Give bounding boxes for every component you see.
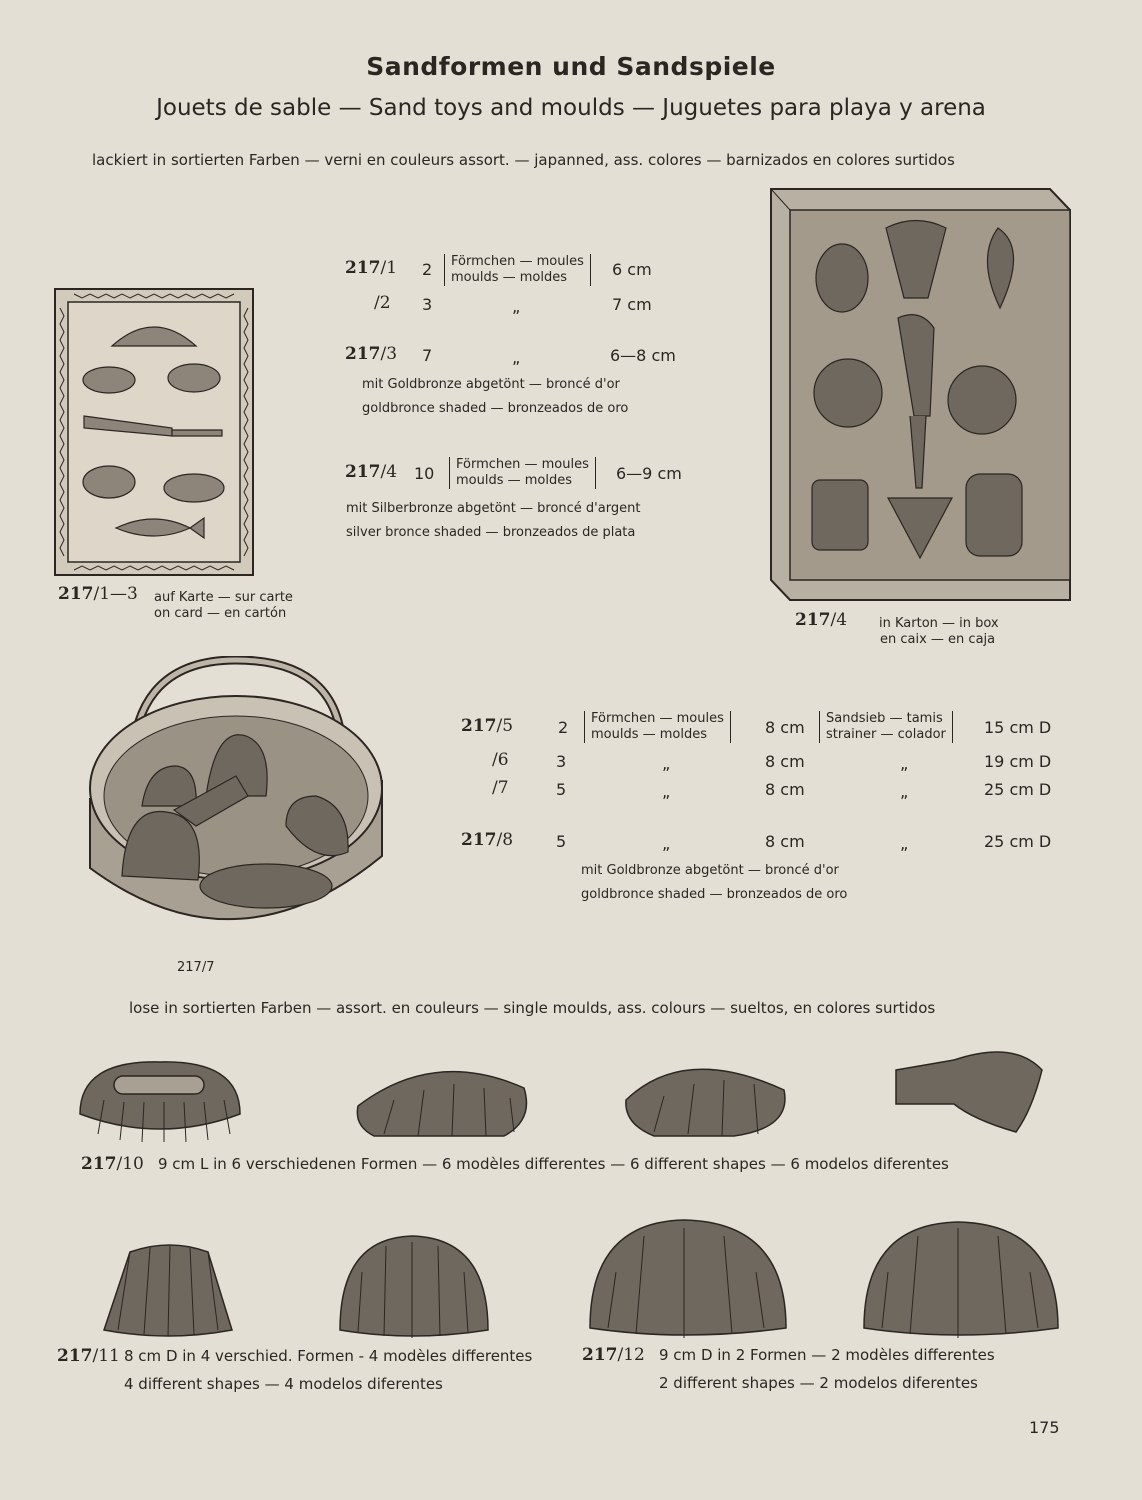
row-217-3: 217/3 <box>345 344 398 364</box>
size-217-6: 8 cm <box>765 752 805 771</box>
gold-note-1: mit Goldbronze abgetönt — broncé d'or <box>362 377 620 392</box>
ditto2-217-8: „ <box>900 834 909 853</box>
qty-217-7: 5 <box>556 780 567 799</box>
card-caption-line1: auf Karte — sur carte <box>154 590 293 605</box>
diam-217-6: 19 cm D <box>984 752 1052 771</box>
card-caption: 217/1—3 <box>58 584 138 604</box>
qty-217-1: 2 <box>422 260 433 279</box>
card-illustration <box>54 288 254 576</box>
diam-217-5: 15 cm D <box>984 718 1052 737</box>
page-number: 175 <box>1029 1418 1060 1437</box>
sieve-illustration <box>86 656 386 950</box>
ditto-217-6: „ <box>662 754 671 773</box>
ditto2-217-7: „ <box>900 782 909 801</box>
row-217-5: 217/5 <box>461 716 514 736</box>
box-caption-line2: en caix — en caja <box>880 632 996 647</box>
box-caption: 217/4 <box>795 610 848 630</box>
diam-217-7: 25 cm D <box>984 780 1052 799</box>
gold-note-2-2: goldbronce shaded — bronzeados de oro <box>581 887 848 902</box>
size-217-4: 6—9 cm <box>616 464 682 483</box>
row-217-7: /7 <box>492 778 509 798</box>
row-217-2: /2 <box>374 293 391 313</box>
silver-note-1: mit Silberbronze abgetönt — broncé d'argent <box>346 501 641 516</box>
box-illustration <box>770 188 1072 602</box>
ditto-217-8: „ <box>662 834 671 853</box>
ditto-217-7: „ <box>662 782 671 801</box>
size-217-7: 8 cm <box>765 780 805 799</box>
size-217-2: 7 cm <box>612 295 652 314</box>
item-217-12-number: 217/12 <box>582 1345 645 1365</box>
item-217-12-line1: 9 cm D in 2 Formen — 2 modèles differentes <box>659 1346 995 1364</box>
size-217-3: 6—8 cm <box>610 346 676 365</box>
sieve-217-5: Sandsieb — tamis strainer — colador <box>819 711 953 743</box>
diam-217-8: 25 cm D <box>984 832 1052 851</box>
box-caption-line1: in Karton — in box <box>879 616 999 631</box>
item-217-12-line2: 2 different shapes — 2 modelos diferentes <box>659 1374 978 1392</box>
qty-217-5: 2 <box>558 718 569 737</box>
qty-217-6: 3 <box>556 752 567 771</box>
loose-note: lose in sortierten Farben — assort. en couleurs — single moulds, ass. colours — sueltos, en colores surtidos <box>129 999 936 1017</box>
row-217-1: 217/1 <box>345 258 398 278</box>
qty-217-3: 7 <box>422 346 433 365</box>
sieve-caption: 217/7 <box>177 960 215 975</box>
item-217-11-line1: 8 cm D in 4 verschied. Formen - 4 modèles differentes <box>124 1347 533 1365</box>
mould-row-217-10 <box>74 1040 1044 1150</box>
desc-217-5: Förmchen — moules moulds — moldes <box>584 711 731 743</box>
desc-217-1: Förmchen — moules moulds — moldes <box>444 254 591 286</box>
row-217-6: /6 <box>492 750 509 770</box>
page-title: Sandformen und Sandspiele <box>366 52 776 81</box>
ditto2-217-6: „ <box>900 754 909 773</box>
mould-row-217-11-12 <box>96 1212 1062 1338</box>
size-217-5: 8 cm <box>765 718 805 737</box>
ditto-217-3: „ <box>512 348 521 367</box>
size-217-1: 6 cm <box>612 260 652 279</box>
lacquered-note: lackiert in sortierten Farben — verni en couleurs assort. — japanned, ass. colores — barnizados en colores surtidos <box>92 151 955 169</box>
item-217-10-number: 217/10 <box>81 1154 144 1174</box>
item-217-11-number: 217/11 <box>57 1346 120 1366</box>
row-217-4: 217/4 <box>345 462 398 482</box>
size-217-8: 8 cm <box>765 832 805 851</box>
silver-note-2: silver bronce shaded — bronzeados de plata <box>346 525 636 540</box>
page-subtitle: Jouets de sable — Sand toys and moulds — Juguetes para playa y arena <box>156 95 986 121</box>
qty-217-4: 10 <box>414 464 435 483</box>
gold-note-2-1: mit Goldbronze abgetönt — broncé d'or <box>581 863 839 878</box>
item-217-10-text: 9 cm L in 6 verschiedenen Formen — 6 modèles differentes — 6 different shapes — 6 modelos diferentes <box>158 1155 949 1173</box>
desc-217-4: Förmchen — moules moulds — moldes <box>449 457 596 489</box>
qty-217-8: 5 <box>556 832 567 851</box>
qty-217-2: 3 <box>422 295 433 314</box>
gold-note-2: goldbronce shaded — bronzeados de oro <box>362 401 629 416</box>
item-217-11-line2: 4 different shapes — 4 modelos diferentes <box>124 1375 443 1393</box>
ditto-217-2: „ <box>512 297 521 316</box>
card-caption-line2: on card — en cartón <box>154 606 287 621</box>
row-217-8: 217/8 <box>461 830 514 850</box>
